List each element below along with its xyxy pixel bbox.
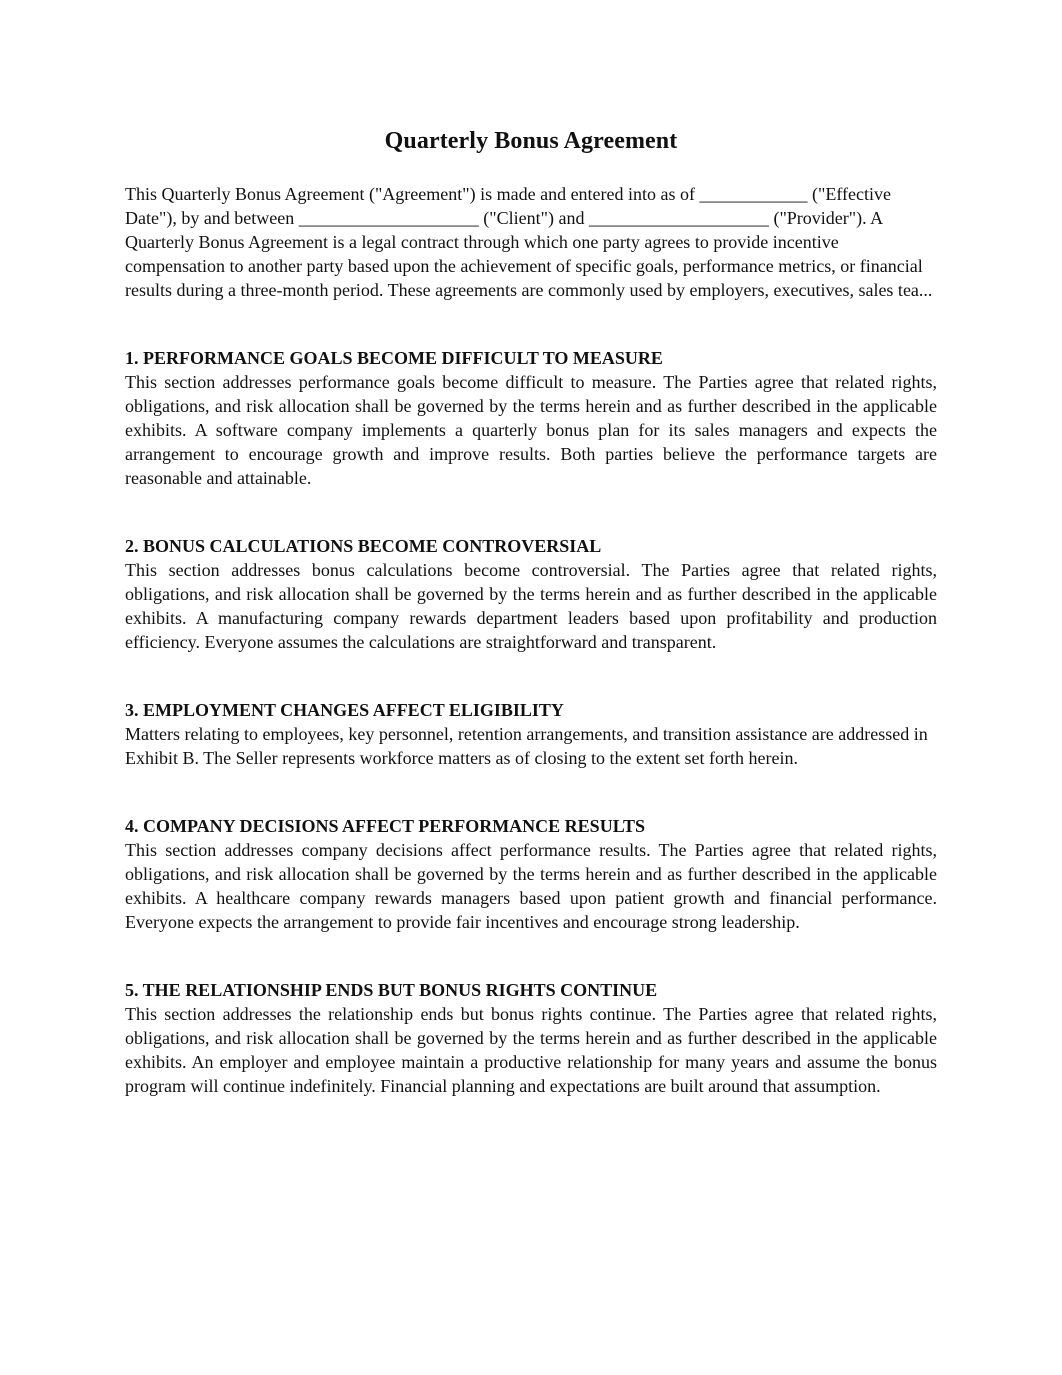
section-2 bbox=[125, 534, 937, 654]
intro-paragraph: This Quarterly Bonus Agreement ("Agreement") is made and entered into as of ____________ ("Effective Date"), by and between ____________________ ("Client") and ____________________ ("Provider"). A Quarterly Bonus Agreement is a legal contract through which one party agrees to provide incentive compensation to another party based upon the achievement of specific goals, performance metrics, or financial results during a three-month period. These agreements are commonly used by employers, executives, sales tea... bbox=[125, 184, 933, 300]
section-body: This section addresses performance goals become difficult to measure. The Parties agree that related rights, obligations, and risk allocation shall be governed by the terms herein and as further described in the applicable exhibits. A software company implements a quarterly bonus plan for its sales managers and expects the arrangement to encourage growth and improve results. Both parties believe the performance targets are reasonable and attainable. bbox=[125, 372, 937, 488]
section-heading: 3. EMPLOYMENT CHANGES AFFECT ELIGIBILITY bbox=[125, 700, 564, 720]
section-body: This section addresses the relationship ends but bonus rights continue. The Parties agree that related rights, obligations, and risk allocation shall be governed by the terms herein and as further described in the applicable exhibits. An employer and employee maintain a productive relationship for many years and assume the bonus program will continue indefinitely. Financial planning and expectations are built around that assumption. bbox=[125, 1004, 937, 1096]
section-body: This section addresses bonus calculations become controversial. The Parties agree that related rights, obligations, and risk allocation shall be governed by the terms herein and as further described in the applicable exhibits. A manufacturing company rewards department leaders based upon profitability and production efficiency. Everyone assumes the calculations are straightforward and transparent. bbox=[125, 560, 937, 652]
section-3 bbox=[125, 698, 937, 770]
section-heading: 1. PERFORMANCE GOALS BECOME DIFFICULT TO MEASURE bbox=[125, 348, 663, 368]
section-heading: 2. BONUS CALCULATIONS BECOME CONTROVERSIAL bbox=[125, 536, 602, 556]
section-5 bbox=[125, 978, 937, 1098]
document-content bbox=[125, 124, 937, 1098]
section-body: This section addresses company decisions affect performance results. The Parties agree that related rights, obligations, and risk allocation shall be governed by the terms herein and as further described in the applicable exhibits. A healthcare company rewards managers based upon patient growth and financial performance. Everyone expects the arrangement to provide fair incentives and encourage strong leadership. bbox=[125, 840, 937, 932]
section-body: Matters relating to employees, key personnel, retention arrangements, and transition assistance are addressed in Exhibit B. The Seller represents workforce matters as of closing to the extent set forth herein. bbox=[125, 724, 928, 768]
section-1 bbox=[125, 346, 937, 490]
section-4 bbox=[125, 814, 937, 934]
section-heading: 5. THE RELATIONSHIP ENDS BUT BONUS RIGHTS CONTINUE bbox=[125, 980, 658, 1000]
document-title: Quarterly Bonus Agreement bbox=[384, 128, 678, 154]
section-heading: 4. COMPANY DECISIONS AFFECT PERFORMANCE RESULTS bbox=[125, 816, 646, 836]
